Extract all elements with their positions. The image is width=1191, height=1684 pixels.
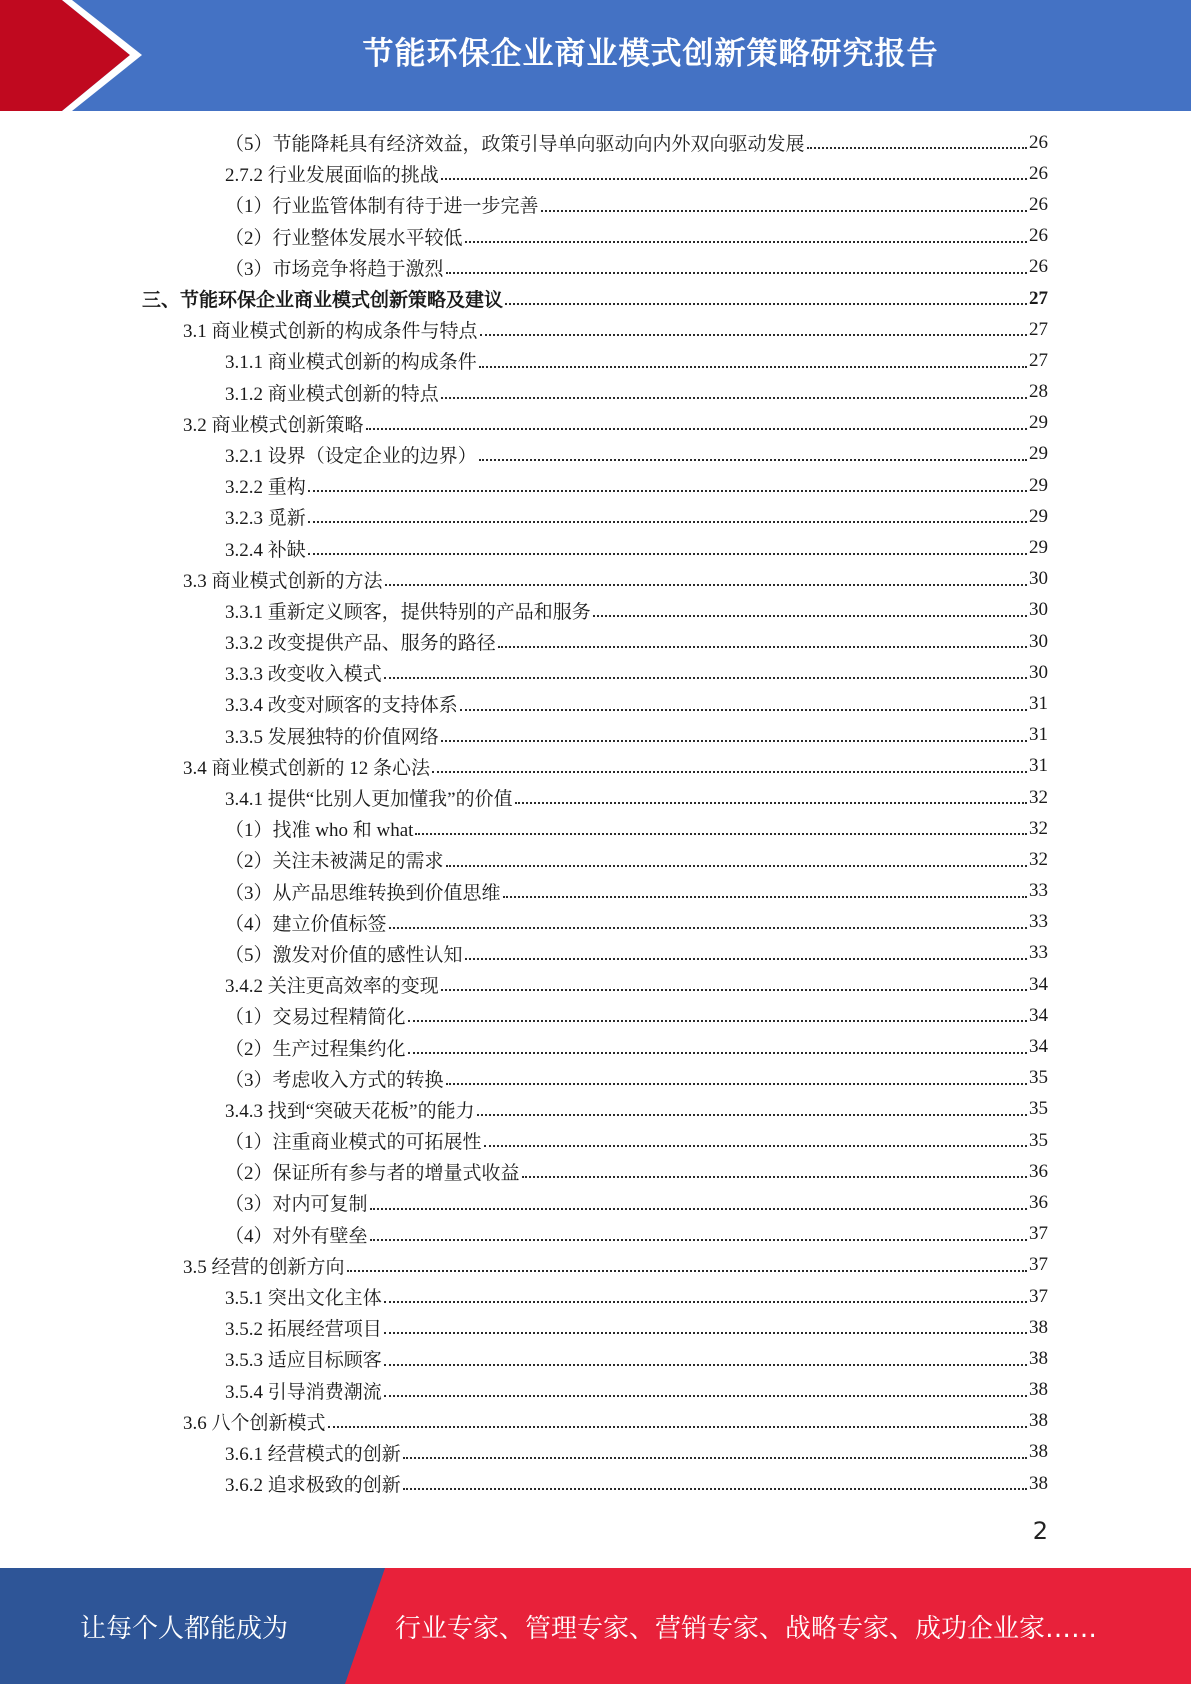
toc-dot-leader xyxy=(370,1207,1027,1210)
toc-dot-leader xyxy=(347,1269,1027,1272)
toc-entry-page: 38 xyxy=(1029,1316,1048,1338)
toc-dot-leader xyxy=(384,1331,1027,1334)
toc-dot-leader xyxy=(484,1144,1027,1147)
toc-dot-leader xyxy=(441,396,1027,399)
toc-entry-label: 3.2.2 重构 xyxy=(225,477,306,499)
toc-entry-label: 3.6.2 追求极致的创新 xyxy=(225,1475,401,1497)
toc-entry[interactable] xyxy=(0,252,1191,283)
toc-dot-leader xyxy=(446,864,1027,867)
toc-entry-page: 38 xyxy=(1029,1347,1048,1369)
toc-entry[interactable] xyxy=(0,1343,1191,1374)
page-number: 2 xyxy=(1032,1517,1048,1545)
toc-entry[interactable] xyxy=(0,439,1191,470)
toc-entry-page: 30 xyxy=(1029,630,1048,652)
toc-entry-page: 32 xyxy=(1029,786,1048,808)
toc-entry[interactable] xyxy=(0,657,1191,688)
toc-entry-label: （1）交易过程精简化 xyxy=(225,1007,406,1029)
toc-dot-leader xyxy=(441,988,1027,991)
toc-entry[interactable] xyxy=(0,1063,1191,1094)
toc-entry[interactable] xyxy=(0,1156,1191,1187)
toc-entry-label: 3.5.4 引导消费潮流 xyxy=(225,1381,382,1403)
toc-entry-label: 三、节能环保企业商业模式创新策略及建议 xyxy=(142,290,504,312)
toc-entry[interactable] xyxy=(0,720,1191,751)
toc-dot-leader xyxy=(446,271,1027,274)
toc-dot-leader xyxy=(403,1456,1027,1459)
toc-entry[interactable] xyxy=(0,1312,1191,1343)
toc-dot-leader xyxy=(308,520,1027,523)
toc-entry-label: 3.5.2 拓展经营项目 xyxy=(225,1319,382,1341)
page-footer xyxy=(0,1568,1191,1684)
toc-entry[interactable] xyxy=(0,345,1191,376)
toc-entry-page: 28 xyxy=(1029,381,1048,403)
toc-entry[interactable] xyxy=(0,532,1191,563)
toc-entry[interactable] xyxy=(0,1000,1191,1031)
toc-entry[interactable] xyxy=(0,1281,1191,1312)
toc-entry-page: 38 xyxy=(1029,1410,1048,1432)
toc-entry-page: 26 xyxy=(1029,225,1048,247)
toc-entry-label: 3.3.1 重新定义顾客，提供特别的产品和服务 xyxy=(225,601,591,623)
toc-dot-leader xyxy=(415,832,1027,835)
toc-entry[interactable] xyxy=(0,969,1191,1000)
toc-dot-leader xyxy=(385,583,1027,586)
toc-entry-page: 31 xyxy=(1029,724,1048,746)
table-of-contents xyxy=(0,127,1191,1499)
toc-entry[interactable] xyxy=(0,813,1191,844)
toc-entry-label: 3.6.1 经营模式的创新 xyxy=(225,1443,401,1465)
toc-entry-label: （3）对内可复制 xyxy=(225,1194,368,1216)
toc-entry-label: （4）对外有壁垒 xyxy=(225,1225,368,1247)
toc-entry-page: 30 xyxy=(1029,599,1048,621)
toc-dot-leader xyxy=(460,708,1027,711)
toc-entry-label: 3.5.1 突出文化主体 xyxy=(225,1288,382,1310)
toc-dot-leader xyxy=(479,458,1027,461)
toc-entry-page: 26 xyxy=(1029,256,1048,278)
footer-slogan-left: 让每个人都能成为 xyxy=(79,1613,288,1644)
toc-entry-page: 33 xyxy=(1029,911,1048,933)
toc-entry-page: 32 xyxy=(1029,817,1048,839)
toc-entry[interactable] xyxy=(0,876,1191,907)
toc-entry-label: 3.4.2 关注更高效率的变现 xyxy=(225,976,439,998)
toc-entry[interactable] xyxy=(0,408,1191,439)
toc-dot-leader xyxy=(408,1051,1027,1054)
toc-entry[interactable] xyxy=(0,221,1191,252)
toc-entry-page: 26 xyxy=(1029,162,1048,184)
toc-dot-leader xyxy=(515,801,1027,804)
toc-entry[interactable] xyxy=(0,314,1191,345)
toc-entry-label: 3.2.1 设界（设定企业的边界） xyxy=(225,445,477,467)
toc-entry-label: （2）行业整体发展水平较低 xyxy=(225,227,463,249)
toc-entry-page: 30 xyxy=(1029,568,1048,590)
toc-dot-leader xyxy=(441,739,1027,742)
toc-entry-page: 29 xyxy=(1029,505,1048,527)
toc-entry-label: 2.7.2 行业发展面临的挑战 xyxy=(225,165,439,187)
toc-entry-page: 36 xyxy=(1029,1191,1048,1213)
toc-dot-leader xyxy=(498,645,1027,648)
toc-entry-page: 26 xyxy=(1029,193,1048,215)
toc-entry-label: （2）生产过程集约化 xyxy=(225,1038,406,1060)
toc-dot-leader xyxy=(366,427,1027,430)
toc-entry[interactable] xyxy=(0,127,1191,158)
toc-entry-page: 30 xyxy=(1029,661,1048,683)
toc-entry[interactable] xyxy=(0,283,1191,314)
toc-entry-page: 36 xyxy=(1029,1160,1048,1182)
toc-dot-leader xyxy=(522,1175,1027,1178)
toc-dot-leader xyxy=(308,489,1027,492)
toc-entry-label: 3.4 商业模式创新的 12 条心法 xyxy=(183,757,431,779)
toc-entry-page: 31 xyxy=(1029,692,1048,714)
toc-entry-label: （3）考虑收入方式的转换 xyxy=(225,1069,444,1091)
toc-entry[interactable] xyxy=(0,938,1191,969)
toc-dot-leader xyxy=(441,177,1027,180)
toc-entry[interactable] xyxy=(0,158,1191,189)
toc-entry-label: （1）行业监管体制有待于进一步完善 xyxy=(225,196,539,218)
toc-entry-page: 27 xyxy=(1029,287,1048,309)
toc-entry[interactable] xyxy=(0,564,1191,595)
toc-entry-label: （1）找准 who 和 what xyxy=(225,820,414,842)
toc-entry-label: 3.3.4 改变对顾客的支持体系 xyxy=(225,695,458,717)
toc-entry[interactable] xyxy=(0,1250,1191,1281)
toc-entry-page: 29 xyxy=(1029,412,1048,434)
toc-entry[interactable] xyxy=(0,1468,1191,1499)
toc-entry[interactable] xyxy=(0,1437,1191,1468)
toc-dot-leader xyxy=(593,614,1027,617)
toc-entry[interactable] xyxy=(0,470,1191,501)
toc-entry-label: （3）市场竞争将趋于激烈 xyxy=(225,258,444,280)
toc-dot-leader xyxy=(408,1019,1027,1022)
toc-entry-label: （3）从产品思维转换到价值思维 xyxy=(225,882,501,904)
toc-entry-page: 29 xyxy=(1029,474,1048,496)
toc-dot-leader xyxy=(505,302,1027,305)
toc-entry-page: 26 xyxy=(1029,131,1048,153)
toc-entry-page: 33 xyxy=(1029,880,1048,902)
toc-entry-label: （2）保证所有参与者的增量式收益 xyxy=(225,1163,520,1185)
toc-dot-leader xyxy=(465,957,1027,960)
toc-entry-page: 38 xyxy=(1029,1472,1048,1494)
toc-entry[interactable] xyxy=(0,782,1191,813)
toc-entry-label: 3.1 商业模式创新的构成条件与特点 xyxy=(183,321,478,343)
toc-entry-page: 29 xyxy=(1029,443,1048,465)
toc-entry-page: 32 xyxy=(1029,848,1048,870)
toc-entry-page: 33 xyxy=(1029,942,1048,964)
toc-dot-leader xyxy=(308,552,1027,555)
toc-entry[interactable] xyxy=(0,377,1191,408)
toc-entry[interactable] xyxy=(0,501,1191,532)
toc-entry-label: 3.1.1 商业模式创新的构成条件 xyxy=(225,352,477,374)
toc-entry-label: （5）节能降耗具有经济效益，政策引导单向驱动向内外双向驱动发展 xyxy=(225,134,805,156)
toc-dot-leader xyxy=(384,1300,1027,1303)
toc-entry-label: 3.2.3 觅新 xyxy=(225,508,306,530)
toc-entry-label: （2）关注未被满足的需求 xyxy=(225,851,444,873)
toc-entry[interactable] xyxy=(0,1406,1191,1437)
toc-dot-leader xyxy=(384,1394,1027,1397)
toc-dot-leader xyxy=(807,146,1027,149)
toc-dot-leader xyxy=(479,365,1027,368)
toc-entry[interactable] xyxy=(0,688,1191,719)
toc-entry-page: 34 xyxy=(1029,973,1048,995)
report-title: 节能环保企业商业模式创新策略研究报告 xyxy=(362,36,939,72)
toc-entry[interactable] xyxy=(0,1031,1191,1062)
toc-entry-page: 37 xyxy=(1029,1285,1048,1307)
toc-entry-label: 3.6 八个创新模式 xyxy=(183,1412,326,1434)
toc-entry-label: 3.5 经营的创新方向 xyxy=(183,1256,345,1278)
page-header xyxy=(0,0,1191,111)
toc-dot-leader xyxy=(446,1082,1027,1085)
toc-entry-page: 35 xyxy=(1029,1067,1048,1089)
toc-entry-page: 35 xyxy=(1029,1098,1048,1120)
toc-entry-page: 35 xyxy=(1029,1129,1048,1151)
toc-dot-leader xyxy=(541,209,1027,212)
toc-dot-leader xyxy=(480,333,1027,336)
toc-entry[interactable] xyxy=(0,844,1191,875)
toc-entry-page: 37 xyxy=(1029,1223,1048,1245)
toc-dot-leader xyxy=(328,1425,1027,1428)
toc-entry-label: 3.2.4 补缺 xyxy=(225,539,306,561)
toc-entry-label: 3.3.2 改变提供产品、服务的路径 xyxy=(225,633,496,655)
toc-dot-leader xyxy=(370,1238,1027,1241)
toc-entry-label: 3.3.5 发展独特的价值网络 xyxy=(225,726,439,748)
toc-entry-label: 3.3 商业模式创新的方法 xyxy=(183,570,383,592)
toc-entry-page: 31 xyxy=(1029,755,1048,777)
toc-dot-leader xyxy=(403,1487,1027,1490)
toc-entry-page: 27 xyxy=(1029,318,1048,340)
toc-entry[interactable] xyxy=(0,595,1191,626)
toc-entry-label: 3.4.3 找到“突破天花板”的能力 xyxy=(225,1100,475,1122)
toc-entry-label: 3.2 商业模式创新策略 xyxy=(183,414,364,436)
toc-entry-page: 38 xyxy=(1029,1441,1048,1463)
toc-entry-label: 3.4.1 提供“比别人更加懂我”的价值 xyxy=(225,789,513,811)
toc-entry-page: 34 xyxy=(1029,1004,1048,1026)
toc-entry-label: 3.3.3 改变收入模式 xyxy=(225,664,382,686)
toc-entry[interactable] xyxy=(0,1375,1191,1406)
toc-entry[interactable] xyxy=(0,1125,1191,1156)
toc-entry[interactable] xyxy=(0,626,1191,657)
toc-entry-page: 29 xyxy=(1029,537,1048,559)
toc-entry-page: 38 xyxy=(1029,1379,1048,1401)
toc-entry-page: 27 xyxy=(1029,349,1048,371)
toc-dot-leader xyxy=(465,240,1027,243)
toc-entry[interactable] xyxy=(0,907,1191,938)
toc-entry-label: （5）激发对价值的感性认知 xyxy=(225,944,463,966)
toc-entry-page: 37 xyxy=(1029,1254,1048,1276)
toc-dot-leader xyxy=(503,895,1027,898)
toc-dot-leader xyxy=(432,770,1027,773)
toc-entry-page: 34 xyxy=(1029,1036,1048,1058)
toc-entry-label: 3.1.2 商业模式创新的特点 xyxy=(225,383,439,405)
toc-entry[interactable] xyxy=(0,751,1191,782)
toc-entry[interactable] xyxy=(0,189,1191,220)
toc-entry[interactable] xyxy=(0,1187,1191,1218)
footer-slogan-right: 行业专家、管理专家、营销专家、战略专家、成功企业家…… xyxy=(395,1613,1098,1644)
toc-entry-label: （1）注重商业模式的可拓展性 xyxy=(225,1132,482,1154)
toc-entry[interactable] xyxy=(0,1094,1191,1125)
toc-dot-leader xyxy=(384,676,1027,679)
toc-entry-label: （4）建立价值标签 xyxy=(225,913,387,935)
toc-entry[interactable] xyxy=(0,1219,1191,1250)
toc-dot-leader xyxy=(384,1363,1027,1366)
toc-dot-leader xyxy=(389,926,1027,929)
toc-entry-label: 3.5.3 适应目标顾客 xyxy=(225,1350,382,1372)
toc-dot-leader xyxy=(477,1113,1027,1116)
